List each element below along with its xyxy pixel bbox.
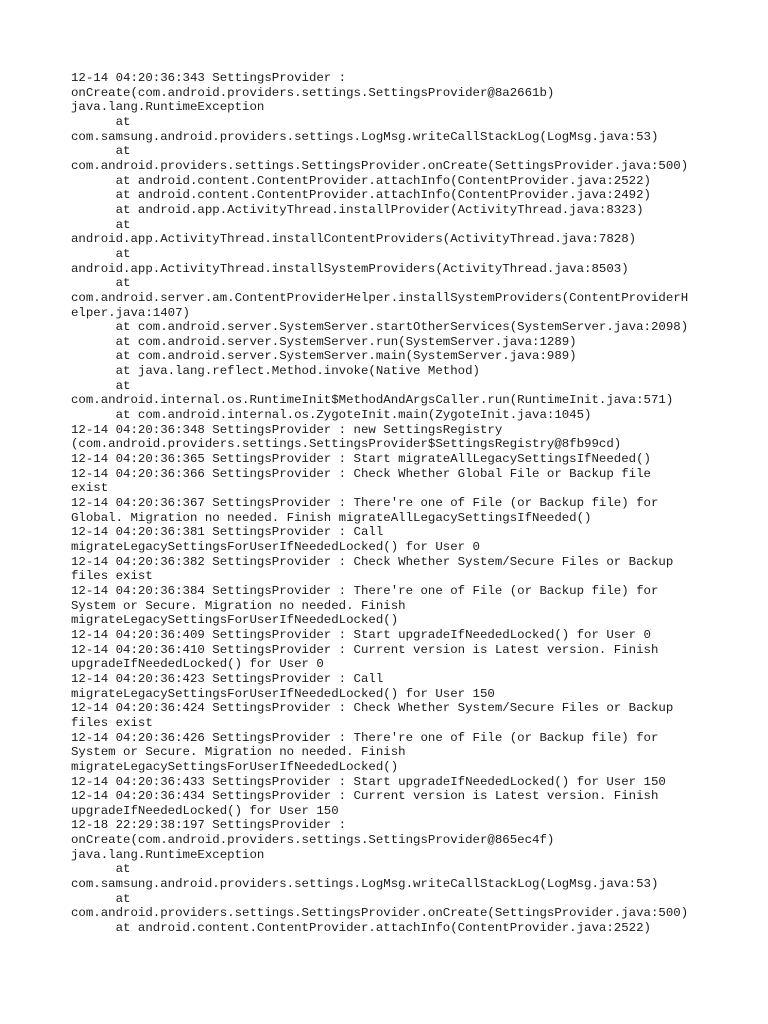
log-line: System or Secure. Migration no needed. Finish [71, 745, 406, 760]
log-line: migrateLegacySettingsForUserIfNeededLocked() for User 0 [71, 540, 480, 554]
log-line: migrateLegacySettingsForUserIfNeededLocked() [71, 613, 399, 628]
log-line: android.app.ActivityThread.installContentProviders(ActivityThread.java:7828) [71, 232, 637, 247]
log-line: 12-14 04:20:36:367 SettingsProvider : There're one of File (or Backup file) for [71, 496, 659, 511]
log-line: 12-18 22:29:38:197 SettingsProvider : [71, 818, 347, 833]
log-line: at android.app.ActivityThread.installProvider(ActivityThread.java:8323) [71, 202, 644, 217]
log-line: migrateLegacySettingsForUserIfNeededLocked() for User 150 [71, 686, 495, 701]
log-line: (com.android.providers.settings.SettingsProvider$SettingsRegistry@8fb99cd) [71, 437, 622, 452]
log-line: upgradeIfNeededLocked() for User 0 [71, 657, 324, 672]
log-line: com.samsung.android.providers.settings.LogMsg.writeCallStackLog(LogMsg.java:53) [71, 877, 659, 892]
log-line: com.android.server.am.ContentProviderHelper.installSystemProviders(ContentProviderH [71, 290, 689, 305]
log-line: java.lang.RuntimeException [71, 847, 265, 862]
log-line: com.android.internal.os.RuntimeInit$MethodAndArgsCaller.run(RuntimeInit.java:571) [71, 393, 674, 408]
log-line: onCreate(com.android.providers.settings.SettingsProvider@865ec4f) [71, 833, 555, 848]
log-line: at [71, 144, 131, 159]
log-line: migrateLegacySettingsForUserIfNeededLocked() [71, 759, 399, 774]
log-line: System or Secure. Migration no needed. Finish [71, 598, 406, 613]
log-line: 12-14 04:20:36:382 SettingsProvider : Check Whether System/Secure Files or Backup [71, 554, 674, 569]
log-line: 12-14 04:20:36:348 SettingsProvider : new SettingsRegistry [71, 422, 503, 437]
log-line: at com.android.server.SystemServer.startOtherServices(SystemServer.java:2098) [71, 320, 689, 335]
log-line: upgradeIfNeededLocked() for User 150 [71, 803, 339, 818]
log-line: 12-14 04:20:36:424 SettingsProvider : Check Whether System/Secure Files or Backup [71, 701, 674, 716]
log-line: at com.android.server.SystemServer.main(SystemServer.java:989) [71, 349, 577, 364]
log-line: 12-14 04:20:36:434 SettingsProvider : Current version is Latest version. Finish [71, 789, 659, 804]
log-line: files exist [71, 569, 153, 584]
log-line: 12-14 04:20:36:343 SettingsProvider : [71, 71, 347, 85]
log-line: com.android.providers.settings.SettingsProvider.onCreate(SettingsProvider.java:500) [71, 158, 689, 173]
log-line: at com.android.server.SystemServer.run(SystemServer.java:1289) [71, 334, 577, 349]
log-line: exist [71, 481, 109, 496]
log-line: 12-14 04:20:36:381 SettingsProvider : Call [71, 525, 384, 540]
log-line: 12-14 04:20:36:365 SettingsProvider : Start migrateAllLegacySettingsIfNeeded() [71, 452, 651, 467]
log-line: com.samsung.android.providers.settings.LogMsg.writeCallStackLog(LogMsg.java:53) [71, 129, 659, 144]
log-line: 12-14 04:20:36:384 SettingsProvider : There're one of File (or Backup file) for [71, 583, 659, 598]
log-line: at [71, 114, 131, 129]
log-line: files exist [71, 715, 153, 730]
log-line: 12-14 04:20:36:426 SettingsProvider : There're one of File (or Backup file) for [71, 730, 659, 745]
log-line: android.app.ActivityThread.installSystemProviders(ActivityThread.java:8503) [71, 261, 629, 276]
log-line: 12-14 04:20:36:366 SettingsProvider : Check Whether Global File or Backup file [71, 466, 651, 481]
log-line: at android.content.ContentProvider.attachInfo(ContentProvider.java:2492) [71, 188, 651, 203]
log-line: 12-14 04:20:36:423 SettingsProvider : Call [71, 671, 384, 686]
log-line: at [71, 862, 131, 877]
log-line: at java.lang.reflect.Method.invoke(Native Method) [71, 364, 480, 379]
log-line: 12-14 04:20:36:409 SettingsProvider : Start upgradeIfNeededLocked() for User 0 [71, 627, 651, 642]
log-line: at android.content.ContentProvider.attachInfo(ContentProvider.java:2522) [71, 921, 651, 936]
log-line: at [71, 378, 131, 393]
log-line: onCreate(com.android.providers.settings.SettingsProvider@8a2661b) [71, 85, 555, 100]
log-line: 12-14 04:20:36:433 SettingsProvider : Start upgradeIfNeededLocked() for User 150 [71, 774, 666, 789]
log-line: at [71, 246, 131, 261]
log-line: at [71, 891, 131, 906]
log-line: at android.content.ContentProvider.attachInfo(ContentProvider.java:2522) [71, 173, 651, 188]
log-line: at [71, 276, 131, 291]
log-line: at [71, 217, 131, 232]
log-line: 12-14 04:20:36:410 SettingsProvider : Current version is Latest version. Finish [71, 642, 659, 657]
log-line: at com.android.internal.os.ZygoteInit.main(ZygoteInit.java:1045) [71, 408, 592, 423]
log-document [71, 71, 711, 936]
log-line: com.android.providers.settings.SettingsProvider.onCreate(SettingsProvider.java:500) [71, 906, 689, 921]
log-line: elper.java:1407) [71, 305, 190, 320]
log-line: Global. Migration no needed. Finish migrateAllLegacySettingsIfNeeded() [71, 510, 592, 525]
log-line: java.lang.RuntimeException [71, 100, 265, 115]
